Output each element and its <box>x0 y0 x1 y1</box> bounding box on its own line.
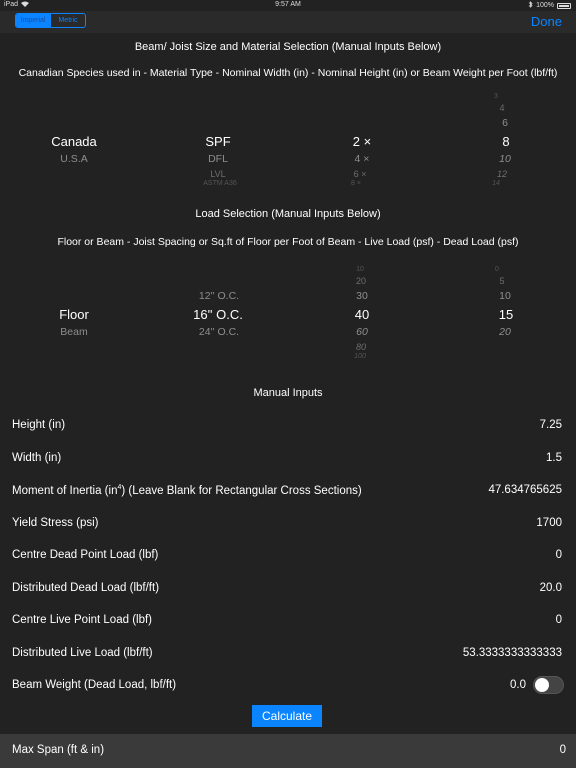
picker-option[interactable]: 0 <box>495 266 499 273</box>
height-label: Height (in) <box>12 419 66 431</box>
picker-option[interactable]: 16'' O.C. <box>193 307 243 322</box>
picker-option[interactable]: 5 <box>499 276 505 286</box>
centre-dead-point-load-field[interactable]: 0 <box>555 549 562 561</box>
beam-section-title: Beam/ Joist Size and Material Selection (Manual Inputs Below) <box>134 41 442 53</box>
picker-option[interactable]: 12'' O.C. <box>198 290 240 302</box>
picker-option[interactable]: 4 <box>499 103 505 113</box>
picker-option[interactable]: ASTM A36 <box>203 180 237 187</box>
beam-weight-row <box>0 670 576 702</box>
picker-option[interactable]: 80 <box>355 342 367 352</box>
picker-option[interactable]: Canada <box>51 134 97 149</box>
bluetooth-icon <box>528 1 533 10</box>
width-row <box>0 443 576 475</box>
picker-option[interactable]: 60 <box>356 326 368 338</box>
manual-inputs-title: Manual Inputs <box>253 387 323 399</box>
picker-option[interactable]: SPF <box>205 134 231 149</box>
picker-option[interactable]: 15 <box>498 307 514 322</box>
calculate-button[interactable]: Calculate <box>252 705 322 727</box>
picker-option[interactable]: 20 <box>499 326 511 338</box>
centre-live-point-load-field[interactable]: 0 <box>555 614 562 626</box>
width-label: Width (in) <box>12 452 62 464</box>
load-section-subtitle: Floor or Beam - Joist Spacing or Sq.ft of Floor per Foot of Beam - Live Load (psf) - Dead Load (psf) <box>57 236 519 248</box>
segment-metric[interactable]: Metric <box>50 14 85 27</box>
yield-stress-label: Yield Stress (psi) <box>12 517 99 529</box>
picker-option[interactable]: 10 <box>499 153 511 165</box>
beam-weight-label: Beam Weight (Dead Load, lbf/ft) <box>12 679 177 691</box>
max-span-value: 0 <box>559 744 566 756</box>
carrier-label: iPad <box>4 1 19 8</box>
units-segmented-control[interactable] <box>15 13 86 28</box>
picker-option[interactable]: 3 <box>494 93 498 100</box>
battery-icon <box>557 3 571 9</box>
moment-of-inertia-row <box>0 475 576 507</box>
width-field[interactable]: 1.5 <box>546 452 562 464</box>
picker-option[interactable]: 40 <box>354 307 370 322</box>
picker-option[interactable]: 14 <box>492 180 500 187</box>
picker-option[interactable]: 10 <box>356 266 364 273</box>
centre-dead-point-load-row <box>0 540 576 572</box>
distributed-dead-load-row <box>0 573 576 605</box>
battery-percent: 100% <box>536 2 554 9</box>
centre-dead-point-load-label: Centre Dead Point Load (lbf) <box>12 549 159 561</box>
picker-option[interactable]: U.S.A <box>60 153 88 165</box>
beam-weight-toggle[interactable] <box>533 676 564 694</box>
distributed-live-load-label: Distributed Live Load (lbf/ft) <box>12 647 153 659</box>
picker-option[interactable]: LVL <box>210 169 226 179</box>
distributed-dead-load-field[interactable]: 20.0 <box>539 582 562 594</box>
picker-option[interactable]: 6 × <box>353 169 367 179</box>
picker-option[interactable]: 2 × <box>352 134 372 149</box>
moment-of-inertia-field[interactable]: 47.634765625 <box>488 484 562 496</box>
status-time: 9:57 AM <box>275 1 301 8</box>
distributed-live-load-row <box>0 638 576 670</box>
picker-option[interactable]: 6 <box>502 117 508 129</box>
max-span-label: Max Span (ft & in) <box>12 744 105 756</box>
picker-option[interactable]: 20 <box>355 276 367 286</box>
height-row <box>0 410 576 442</box>
picker-option[interactable]: 100 <box>354 353 366 360</box>
toggle-knob <box>535 678 549 692</box>
picker-option[interactable]: 24'' O.C. <box>198 326 240 338</box>
moment-of-inertia-label: Moment of Inertia $(in^4)$ (Leave Blank for Rectangular Cross Sections) <box>12 484 362 497</box>
beam-weight-field[interactable]: 0.0 <box>510 679 526 691</box>
height-field[interactable]: 7.25 <box>539 419 562 431</box>
distributed-live-load-field[interactable]: 53.3333333333333 <box>462 647 562 659</box>
navigation-bar <box>0 11 576 33</box>
done-button[interactable]: Done <box>530 14 562 29</box>
picker-option[interactable]: 30 <box>356 290 368 302</box>
distributed-dead-load-label: Distributed Dead Load (lbf/ft) <box>12 582 160 594</box>
yield-stress-field[interactable]: 1700 <box>536 517 562 529</box>
picker-option[interactable]: 8 <box>502 134 510 149</box>
picker-option[interactable]: 4 × <box>354 153 370 165</box>
load-section-title: Load Selection (Manual Inputs Below) <box>195 208 381 220</box>
status-bar <box>0 0 576 11</box>
picker-option[interactable]: 10 <box>499 290 511 302</box>
picker-option[interactable]: Floor <box>59 307 89 322</box>
centre-live-point-load-row <box>0 605 576 637</box>
picker-option[interactable]: 8 × <box>351 180 361 187</box>
segment-imperial[interactable]: Imperial <box>16 14 50 27</box>
picker-option[interactable]: DFL <box>208 153 228 165</box>
centre-live-point-load-label: Centre Live Point Load (lbf) <box>12 614 152 626</box>
picker-option[interactable]: Beam <box>60 326 88 338</box>
beam-section-subtitle: Canadian Species used in - Material Type - Nominal Width (in) - Nominal Height (in) or Beam Weight per Foot (lbf/ft) <box>18 67 558 79</box>
result-bar <box>0 734 576 768</box>
picker-option[interactable]: 12 <box>496 169 508 179</box>
yield-stress-row <box>0 508 576 540</box>
